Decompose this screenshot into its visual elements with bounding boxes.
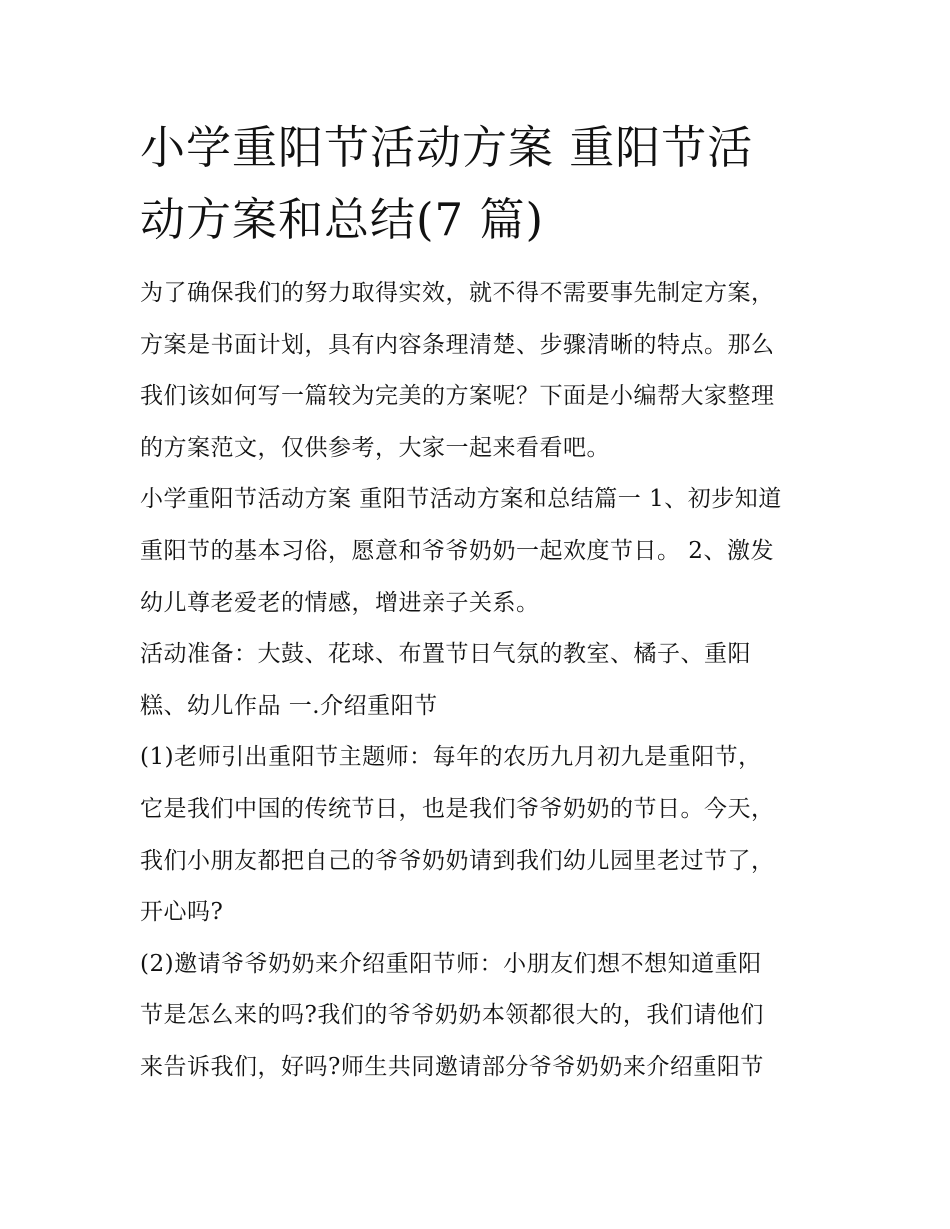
document-page [140, 112, 812, 1094]
body-line: 的方案范文，仅供参考，大家一起来看看吧。 [140, 434, 610, 461]
body-line: 小学重阳节活动方案 重阳节活动方案和总结篇一 1、初步知道 [140, 486, 782, 513]
body-line: 我们该如何写一篇较为完美的方案呢？下面是小编帮大家整理 [140, 383, 775, 410]
body-line: 糕、幼儿作品 一.介绍重阳节 [140, 692, 438, 719]
title-line-2: 动方案和总结(7 篇) [140, 193, 545, 246]
document-title [140, 112, 812, 256]
title-line-1: 小学重阳节活动方案 重阳节活 [140, 121, 754, 174]
body-line: 重阳节的基本习俗，愿意和爷爷奶奶一起欢度节日。 2、激发 [140, 537, 774, 564]
document-body [140, 268, 812, 1094]
body-line: (1)老师引出重阳节主题师：每年的农历九月初九是重阳节， [140, 744, 762, 771]
body-line: 幼儿尊老爱老的情感，增进亲子关系。 [140, 589, 540, 616]
body-line: 来告诉我们，好吗?师生共同邀请部分爷爷奶奶来介绍重阳节 [140, 1053, 764, 1080]
body-line: 为了确保我们的努力取得实效，就不得不需要事先制定方案， [140, 280, 775, 306]
body-line: 我们小朋友都把自己的爷爷奶奶请到我们幼儿园里老过节了， [140, 847, 775, 874]
body-line: (2)邀请爷爷奶奶来介绍重阳节师：小朋友们想不想知道重阳 [140, 950, 762, 977]
body-line: 活动准备：大鼓、花球、布置节日气氛的教室、橘子、重阳 [140, 641, 751, 668]
body-line: 它是我们中国的传统节日，也是我们爷爷奶奶的节日。今天， [140, 795, 775, 822]
body-line: 开心吗? [140, 899, 224, 926]
body-line: 方案是书面计划，具有内容条理清楚、步骤清晰的特点。那么 [140, 331, 775, 358]
body-line: 节是怎么来的吗?我们的爷爷奶奶本领都很大的，我们请他们 [140, 1002, 764, 1029]
